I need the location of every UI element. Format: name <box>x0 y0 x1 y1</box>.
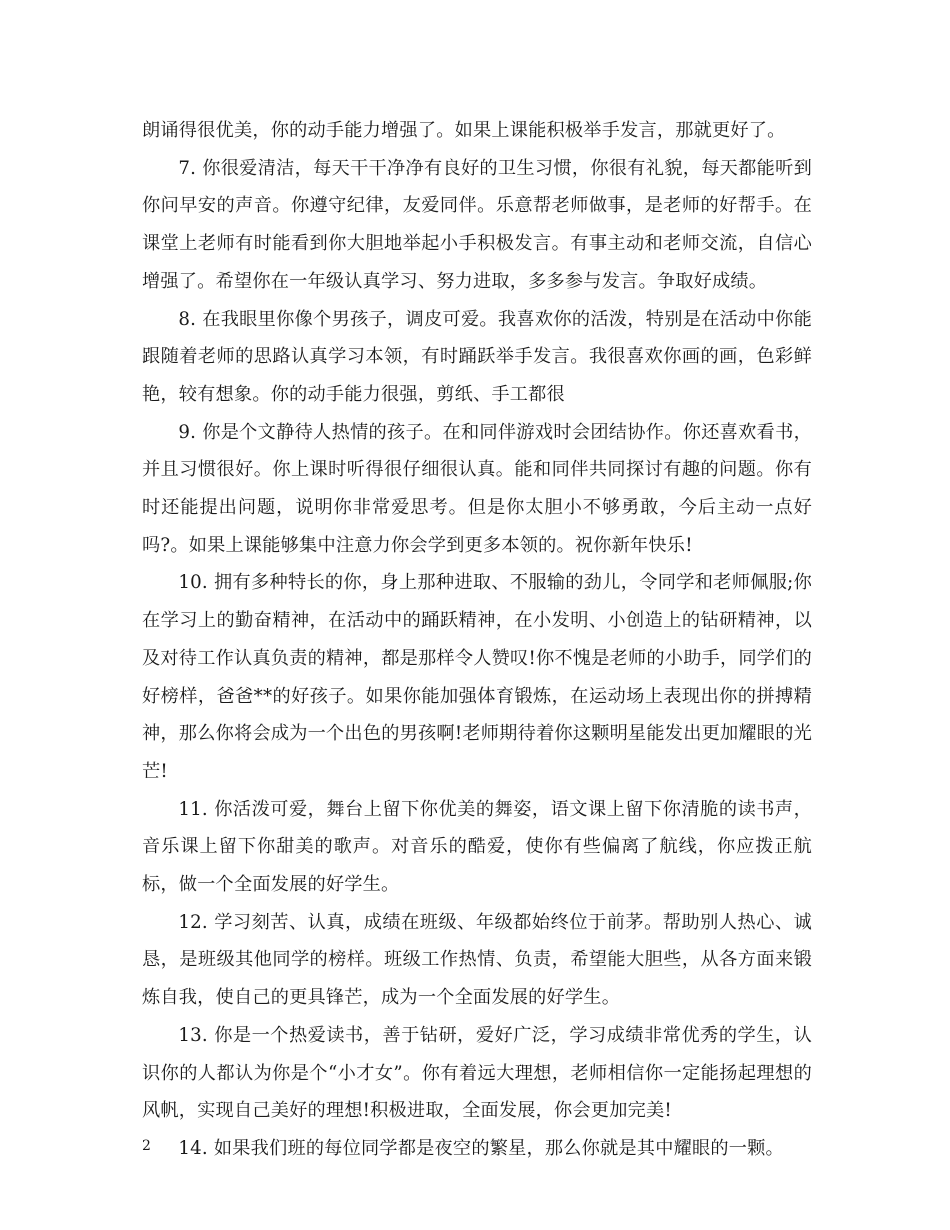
paragraph-item-11: 11. 你活泼可爱，舞台上留下你优美的舞姿，语文课上留下你清脆的读书声，音乐课上留下你甜美的歌声。对音乐的酷爱，使你有些偏离了航线，你应拨正航标，做一个全面发展的好学生。 <box>142 798 812 896</box>
paragraph-item-10: 10. 拥有多种特长的你，身上那种进取、不服输的劲儿，令同学和老师佩服;你在学习上的勤奋精神，在活动中的踊跃精神，在小发明、小创造上的钻研精神，以及对待工作认真负责的精神，都是那样令人赞叹!你不愧是老师的小助手，同学们的好榜样，爸爸**的好孩子。如果你能加强体育锻炼，在运动场上表现出你的拼搏精神，那么你将会成为一个出色的男孩啊!老师期待着你这颗明星能发出更加耀眼的光芒! <box>142 572 812 782</box>
paragraph-continued: 朗诵得很优美，你的动手能力增强了。如果上课能积极举手发言，那就更好了。 <box>142 120 786 141</box>
paragraph-item-8: 8. 在我眼里你像个男孩子，调皮可爱。我喜欢你的活泼，特别是在活动中你能跟随着老师的思路认真学习本领，有时踊跃举手发言。我很喜欢你画的画，色彩鲜艳，较有想象。你的动手能力很强，剪纸、手工都很 <box>142 308 812 405</box>
paragraph-item-13: 13. 你是一个热爱读书，善于钻研，爱好广泛，学习成绩非常优秀的学生，认识你的人都认为你是个“小才女”。你有着远大理想，老师相信你一定能扬起理想的风帆，实现自己美好的理想!积极进取，全面发展，你会更加完美! <box>142 1024 812 1122</box>
page-number: 2 <box>142 1138 151 1154</box>
document-body <box>142 112 812 1168</box>
paragraph-item-14: 14. 如果我们班的每位同学都是夜空的繁星，那么你就是其中耀眼的一颗。 <box>178 1137 784 1159</box>
paragraph-item-7: 7. 你很爱清洁，每天干干净净有良好的卫生习惯，你很有礼貌，每天都能听到你问早安的声音。你遵守纪律，友爱同伴。乐意帮老师做事，是老师的好帮手。在课堂上老师有时能看到你大胆地举起小手积极发言。有事主动和老师交流，自信心增强了。希望你在一年级认真学习、努力进取，多多参与发言。争取好成绩。 <box>142 157 812 292</box>
paragraph-item-9: 9. 你是个文静待人热情的孩子。在和同伴游戏时会团结协作。你还喜欢看书，并且习惯很好。你上课时听得很仔细很认真。能和同伴共同探讨有趣的问题。你有时还能提出问题，说明你非常爱思考。但是你太胆小不够勇敢，今后主动一点好吗?。如果上课能够集中注意力你会学到更多本领的。祝你新年快乐! <box>142 421 812 556</box>
paragraph-item-12: 12. 学习刻苦、认真，成绩在班级、年级都始终位于前茅。帮助别人热心、诚恳，是班级其他同学的榜样。班级工作热情、负责，希望能大胆些，从各方面来锻炼自我，使自己的更具锋芒，成为一个全面发展的好学生。 <box>142 911 812 1009</box>
